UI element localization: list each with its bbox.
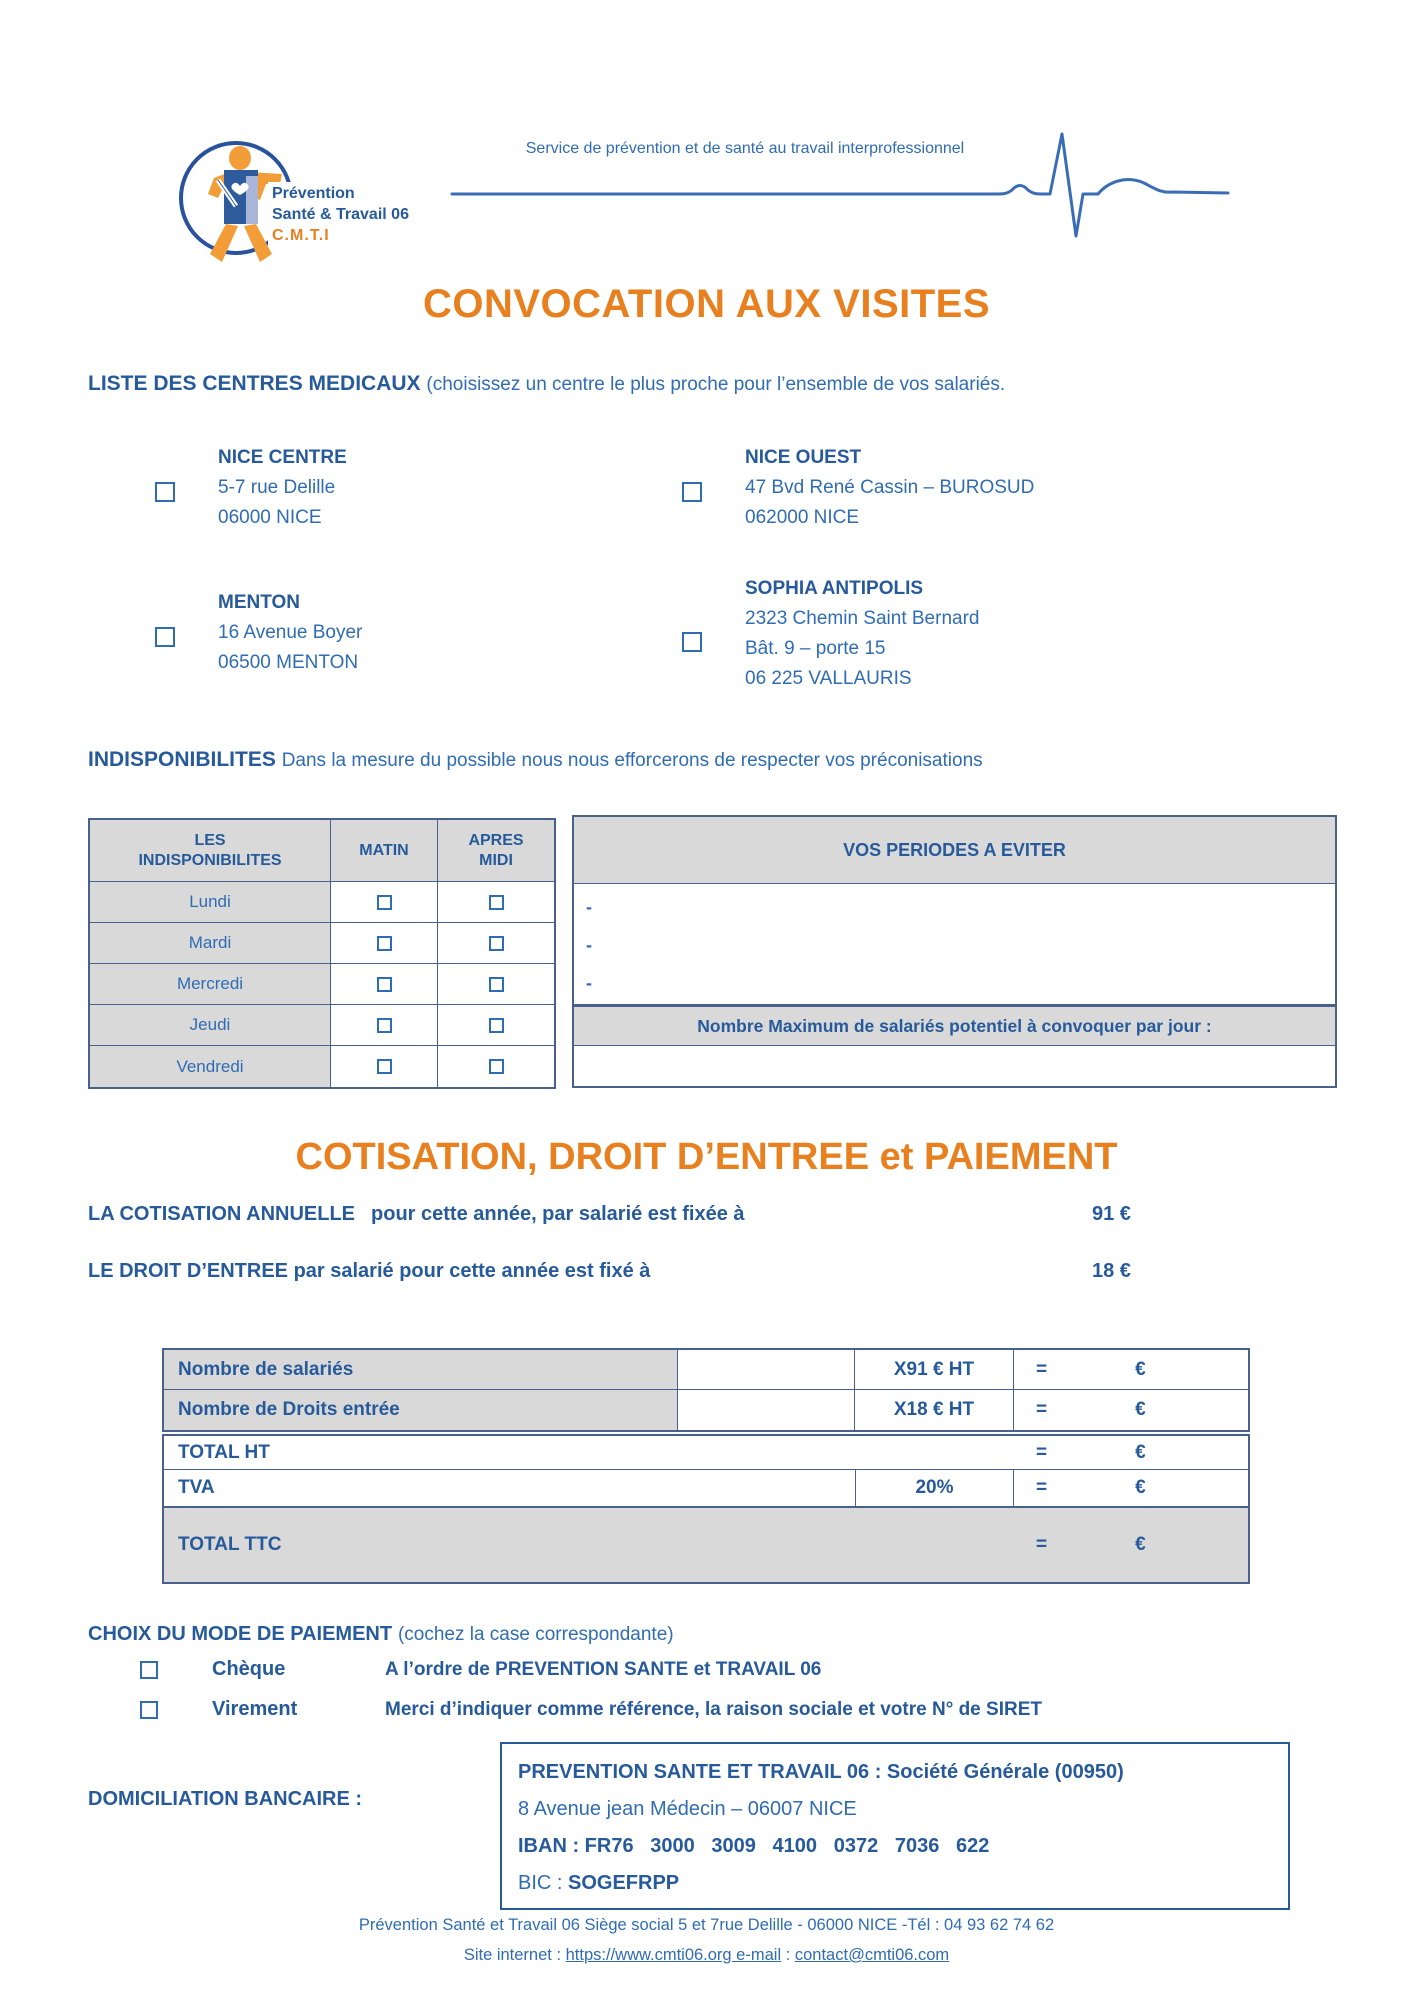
apres-midi-cell	[438, 1005, 554, 1046]
equals-sign: =	[1036, 1441, 1048, 1463]
payment-option-cheque: Chèque	[212, 1658, 286, 1680]
centre-name: NICE OUEST	[745, 447, 862, 468]
website-link[interactable]: https://www.cmti06.org e-mail	[565, 1946, 782, 1964]
entry-fee-value: 18 €	[1092, 1260, 1131, 1282]
matin-cell	[331, 964, 438, 1005]
euro-sign: €	[1135, 1534, 1146, 1555]
centres-heading	[88, 372, 1358, 396]
bank-bic-line	[518, 1865, 1272, 1902]
apres-midi-checkbox[interactable]	[489, 1059, 504, 1074]
col-header-line: MIDI	[479, 851, 513, 869]
payment-checkbox-cheque[interactable]	[140, 1661, 158, 1679]
matin-checkbox[interactable]	[377, 936, 392, 951]
cotisation-title: COTISATION, DROIT D’ENTREE et PAIEMENT	[295, 1136, 1118, 1178]
salaries-count-input[interactable]	[678, 1350, 855, 1389]
annual-fee-label: LA COTISATION ANNUELLE	[88, 1203, 356, 1225]
calc-result-cell	[1014, 1350, 1248, 1389]
matin-checkbox[interactable]	[377, 895, 392, 910]
email-link[interactable]: contact@cmti06.com	[794, 1946, 950, 1964]
euro-sign: €	[1135, 1358, 1146, 1380]
period-dash: -	[586, 935, 592, 955]
total-ht-result-cell	[1014, 1436, 1248, 1469]
centre-name: SOPHIA ANTIPOLIS	[745, 578, 924, 599]
col-header-matin	[331, 820, 438, 882]
periods-table	[572, 815, 1337, 1088]
calc-row-label: Nombre de Droits entrée	[164, 1390, 678, 1430]
entry-fee-text: par salarié pour cette année est fixé à	[293, 1260, 651, 1282]
day-label: Lundi	[90, 882, 331, 923]
bank-name-line: PREVENTION SANTE ET TRAVAIL 06 : Société Générale (00950)	[518, 1761, 1124, 1783]
col-header-line: LES	[194, 831, 226, 849]
header-tagline: Service de prévention et de santé au travail interprofessionnel	[525, 140, 965, 157]
calc-rate: X18 € HT	[855, 1390, 1014, 1430]
equals-sign: =	[1036, 1477, 1048, 1498]
calc-result-cell	[1014, 1390, 1248, 1430]
centres-heading-note: (choisissez un centre le plus proche pour l’ensemble de vos salariés.	[426, 374, 1006, 395]
matin-checkbox[interactable]	[377, 1018, 392, 1033]
logo-text	[268, 182, 413, 247]
periods-input-area[interactable]	[574, 884, 1335, 1004]
footer-links	[0, 1946, 1413, 1965]
total-ht-row	[164, 1436, 1248, 1470]
matin-cell	[331, 882, 438, 923]
tva-rate: 20%	[855, 1470, 1014, 1506]
payment-option-virement: Virement	[212, 1698, 298, 1720]
ekg-line-icon	[450, 120, 1230, 250]
apres-midi-checkbox[interactable]	[489, 977, 504, 992]
centre-checkbox-sophia[interactable]	[682, 632, 702, 652]
apres-midi-checkbox[interactable]	[489, 895, 504, 910]
total-ht-label: TOTAL HT	[164, 1436, 1014, 1469]
apres-midi-checkbox[interactable]	[489, 936, 504, 951]
centre-name: MENTON	[218, 592, 300, 613]
euro-sign: €	[1135, 1399, 1146, 1420]
calc-row-label: Nombre de salariés	[164, 1350, 678, 1389]
centre-name: NICE CENTRE	[218, 447, 347, 468]
bank-domiciliation-label: DOMICILIATION BANCAIRE :	[88, 1788, 363, 1810]
centre-checkbox-nice-centre[interactable]	[155, 482, 175, 502]
tva-result-cell	[1014, 1470, 1248, 1506]
bank-details-box	[500, 1742, 1290, 1910]
annual-fee-line	[88, 1203, 745, 1226]
matin-checkbox[interactable]	[377, 1059, 392, 1074]
payment-option-cheque-desc: A l’ordre de PREVENTION SANTE et TRAVAIL 06	[385, 1659, 822, 1680]
col-header-line: APRES	[468, 831, 524, 849]
centre-menton	[218, 588, 362, 678]
payment-option-virement-desc: Merci d’indiquer comme référence, la raison sociale et votre N° de SIRET	[385, 1699, 1042, 1720]
apres-midi-cell	[438, 923, 554, 964]
calc-table	[162, 1348, 1250, 1432]
footer-site-prefix: Site internet :	[463, 1946, 566, 1964]
totals-table	[162, 1434, 1250, 1584]
total-ttc-label: TOTAL TTC	[164, 1508, 1014, 1582]
apres-midi-checkbox[interactable]	[489, 1018, 504, 1033]
centre-address-line: 2323 Chemin Saint Bernard	[745, 608, 980, 629]
tva-row	[164, 1470, 1248, 1508]
logo-text-line2: Santé & Travail 06	[272, 206, 409, 223]
centre-sophia	[745, 574, 979, 694]
logo-text-line1: Prévention	[272, 185, 355, 202]
centre-address-line: 062000 NICE	[745, 507, 860, 528]
payment-checkbox-virement[interactable]	[140, 1701, 158, 1719]
centre-address-line: 5-7 rue Delille	[218, 477, 336, 498]
indispo-heading-note: Dans la mesure du possible nous nous efforcerons de respecter vos préconisations	[281, 750, 983, 771]
entry-fee-label: LE DROIT D’ENTREE	[88, 1260, 289, 1282]
calc-rate: X91 € HT	[855, 1350, 1014, 1389]
col-header-apres-midi	[438, 820, 554, 882]
bank-iban-line: IBAN : FR76 3000 3009 4100 0372 7036 622	[518, 1835, 990, 1857]
day-label: Mardi	[90, 923, 331, 964]
col-header-line: MATIN	[359, 841, 409, 859]
equals-sign: =	[1036, 1399, 1048, 1420]
footer-sep: :	[781, 1946, 795, 1964]
tva-label: TVA	[164, 1470, 855, 1506]
period-dash: -	[586, 973, 592, 993]
centre-address-line: 06 225 VALLAURIS	[745, 668, 912, 689]
apres-midi-cell	[438, 882, 554, 923]
equals-sign: =	[1036, 1358, 1048, 1380]
col-header-indisponibilites	[90, 820, 331, 882]
bank-address-line: 8 Avenue jean Médecin – 06007 NICE	[518, 1798, 857, 1820]
matin-checkbox[interactable]	[377, 977, 392, 992]
max-per-day-label: Nombre Maximum de salariés potentiel à convoquer par jour :	[574, 1004, 1335, 1046]
matin-cell	[331, 1005, 438, 1046]
periods-header: VOS PERIODES A EVITER	[574, 817, 1335, 884]
payment-heading-label: CHOIX DU MODE DE PAIEMENT	[88, 1623, 393, 1645]
apres-midi-cell	[438, 1046, 554, 1087]
bic-value: SOGEFRPP	[568, 1872, 680, 1894]
centre-address-line: 06500 MENTON	[218, 652, 359, 673]
annual-fee-text: pour cette année, par salarié est fixée à	[371, 1203, 745, 1225]
total-ttc-row	[164, 1508, 1248, 1582]
payment-heading-note: (cochez la case correspondante)	[397, 1624, 674, 1645]
payment-heading	[88, 1622, 1358, 1646]
euro-sign: €	[1135, 1477, 1146, 1498]
centre-nice-centre	[218, 443, 347, 533]
day-label: Jeudi	[90, 1005, 331, 1046]
day-label: Mercredi	[90, 964, 331, 1005]
annual-fee-value: 91 €	[1092, 1203, 1131, 1225]
total-ttc-result-cell	[1014, 1508, 1248, 1582]
max-per-day-input[interactable]	[574, 1046, 1335, 1086]
centre-address-line: Bât. 9 – porte 15	[745, 638, 886, 659]
calc-row-entries	[164, 1390, 1248, 1430]
matin-cell	[331, 923, 438, 964]
indispo-heading-label: INDISPONIBILITES	[88, 748, 276, 771]
footer-address: Prévention Santé et Travail 06 Siège social 5 et 7rue Delille - 06000 NICE -Tél : 04 93 62 74 62	[358, 1916, 1055, 1934]
calc-row-salaries	[164, 1350, 1248, 1390]
indispo-days-table	[88, 818, 556, 1089]
centre-address-line: 06000 NICE	[218, 507, 322, 528]
entries-count-input[interactable]	[678, 1390, 855, 1430]
logo-text-cmti: C.M.T.I	[272, 227, 330, 244]
centre-address-line: 16 Avenue Boyer	[218, 622, 363, 643]
day-label: Vendredi	[90, 1046, 331, 1087]
centre-checkbox-menton[interactable]	[155, 627, 175, 647]
indispo-heading	[88, 748, 1358, 772]
col-header-line: INDISPONIBILITES	[138, 851, 282, 869]
equals-sign: =	[1036, 1534, 1048, 1555]
period-dash: -	[586, 897, 592, 917]
matin-cell	[331, 1046, 438, 1087]
centre-address-line: 47 Bvd René Cassin – BUROSUD	[745, 477, 1035, 498]
centre-nice-ouest	[745, 443, 1034, 533]
euro-sign: €	[1135, 1441, 1146, 1463]
centres-heading-label: LISTE DES CENTRES MEDICAUX	[88, 372, 421, 395]
centre-checkbox-nice-ouest[interactable]	[682, 482, 702, 502]
page-title: CONVOCATION AUX VISITES	[422, 282, 991, 326]
apres-midi-cell	[438, 964, 554, 1005]
entry-fee-line	[88, 1260, 650, 1283]
bic-label: BIC :	[518, 1872, 569, 1894]
